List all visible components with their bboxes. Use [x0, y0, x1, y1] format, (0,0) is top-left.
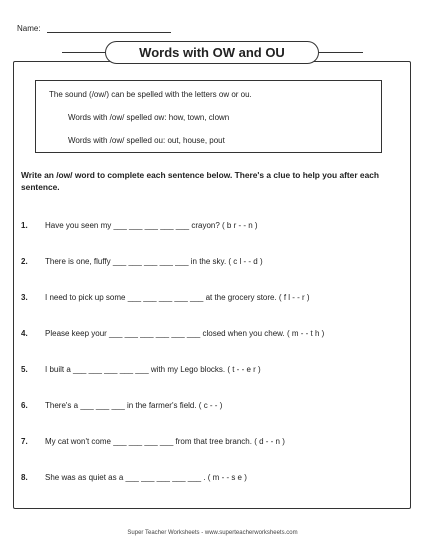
question-number: 3. — [21, 293, 28, 302]
question-2 — [21, 257, 263, 266]
question-3 — [21, 293, 310, 302]
worksheet-title: Words with OW and OU — [105, 41, 319, 64]
question-text: I need to pick up some ___ ___ ___ ___ ___ at the grocery store. ( f l - - r ) — [45, 293, 310, 302]
question-text: Have you seen my ___ ___ ___ ___ ___ crayon? ( b r - - n ) — [45, 221, 258, 230]
question-text: There is one, fluffy ___ ___ ___ ___ ___ in the sky. ( c l - - d ) — [45, 257, 263, 266]
question-text: She was as quiet as a ___ ___ ___ ___ ___ . ( m - - s e ) — [45, 473, 247, 482]
info-line-ow: Words with /ow/ spelled ow: how, town, clown — [68, 113, 230, 122]
question-4 — [21, 329, 324, 338]
question-number: 4. — [21, 329, 28, 338]
question-number: 2. — [21, 257, 28, 266]
question-number: 5. — [21, 365, 28, 374]
question-text: I built a ___ ___ ___ ___ ___ with my Lego blocks. ( t - - e r ) — [45, 365, 261, 374]
info-line-sound: The sound (/ow/) can be spelled with the letters ow or ou. — [49, 90, 252, 99]
question-6 — [21, 401, 222, 410]
question-text: Please keep your ___ ___ ___ ___ ___ ___ closed when you chew. ( m - - t h ) — [45, 329, 325, 338]
name-label: Name: — [17, 24, 41, 33]
question-8 — [21, 473, 247, 482]
question-5 — [21, 365, 261, 374]
title-rule-left — [62, 52, 105, 53]
title-rule-right — [319, 52, 363, 53]
question-number: 8. — [21, 473, 28, 482]
question-number: 6. — [21, 401, 28, 410]
question-text: There's a ___ ___ ___ in the farmer's field. ( c - - ) — [45, 401, 223, 410]
name-row — [17, 24, 171, 33]
info-line-ou: Words with /ow/ spelled ou: out, house, pout — [68, 136, 225, 145]
question-7 — [21, 437, 285, 446]
question-1 — [21, 221, 258, 230]
question-number: 7. — [21, 437, 28, 446]
name-field-line[interactable] — [47, 24, 171, 33]
footer-credit: Super Teacher Worksheets - www.superteacherworksheets.com — [127, 530, 298, 536]
question-text: My cat won't come ___ ___ ___ ___ from that tree branch. ( d - - n ) — [45, 437, 285, 446]
question-number: 1. — [21, 221, 28, 230]
info-box — [35, 80, 382, 153]
instructions: Write an /ow/ word to complete each sentence below. There's a clue to help you after each sentence. — [21, 170, 380, 192]
